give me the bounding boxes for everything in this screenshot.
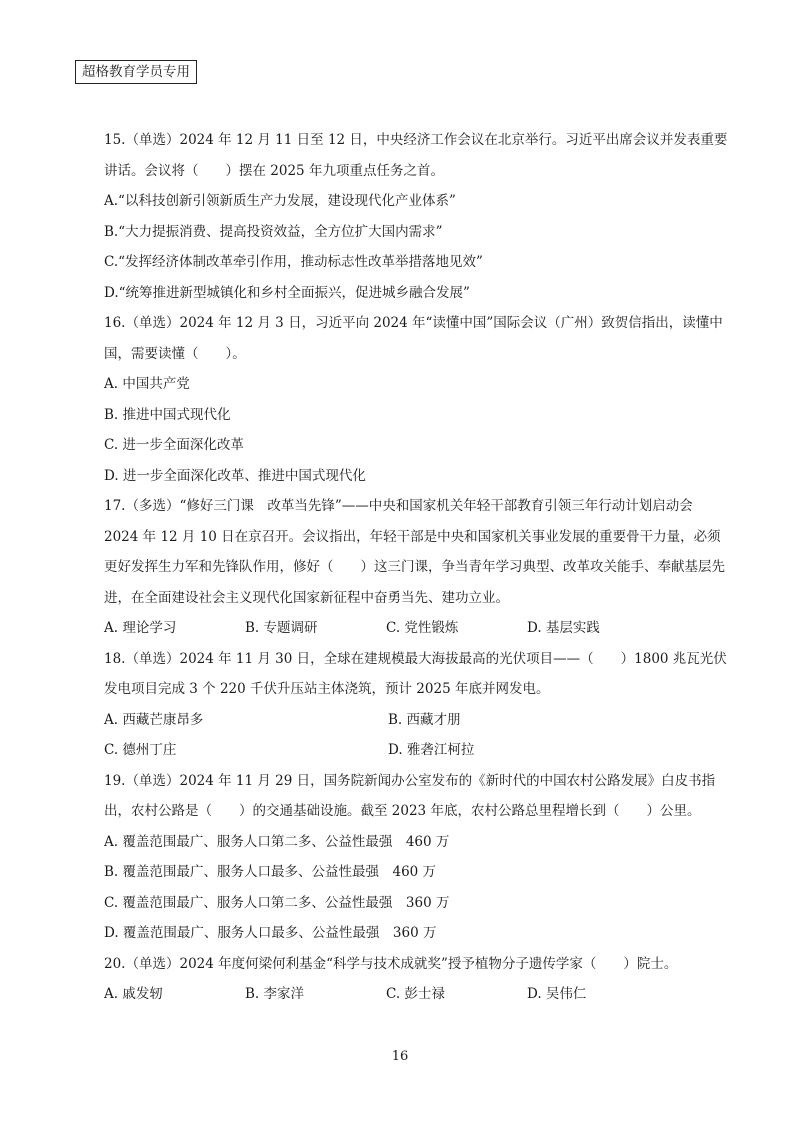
question-number: 19.（单选）	[104, 772, 180, 789]
options-row	[104, 705, 729, 736]
question-19	[104, 766, 729, 949]
option-d: D. 覆盖范围最广、服务人口最多、公益性最强 360 万	[104, 925, 437, 941]
question-17	[104, 491, 729, 644]
options-row	[104, 735, 729, 766]
option-a: A. 戚发轫	[104, 986, 163, 1002]
question-stem: 2024 年 12 月 11 日至 12 日，中央经济工作会议在北京举行。习近平出席会议并发表重要讲话。会议将（ ）摆在 2025 年九项重点任务之首。	[104, 132, 728, 179]
option-b: B. 覆盖范围最广、服务人口最多、公益性最强 460 万	[104, 864, 437, 880]
option-a: A. 中国共产党	[104, 376, 190, 392]
option-c: C. 进一步全面深化改革	[104, 437, 244, 453]
option-c: C.“发挥经济体制改革牵引作用，推动标志性改革举措落地见效”	[104, 254, 483, 270]
option-d: D. 吴伟仁	[527, 986, 587, 1002]
question-stem: 2024 年度何梁何利基金“科学与技术成就奖”授予植物分子遗传学家（ ）院士。	[179, 955, 678, 972]
option-b: B. 推进中国式现代化	[104, 406, 231, 423]
option-c: C. 党性锻炼	[386, 620, 459, 636]
option-c: C. 彭士禄	[386, 986, 445, 1002]
option-a: A. 覆盖范围最广、服务人口第二多、公益性最强 460 万	[104, 833, 450, 850]
page-number: 16	[391, 1049, 409, 1064]
option-d: D. 进一步全面深化改革、推进中国式现代化	[104, 467, 366, 484]
option-b: B. 李家洋	[245, 986, 305, 1002]
options-row	[104, 613, 729, 644]
question-stem: 2024 年 11 月 29 日，国务院新闻办公室发布的《新时代的中国农村公路发展》白皮书指出，农村公路是（ ）的交通基础设施。截至 2023 年底，农村公路总里程增长到（ ）公里。	[104, 772, 716, 819]
question-number: 20.（单选）	[104, 955, 180, 972]
question-number: 18.（单选）	[104, 650, 180, 667]
option-a: A. 理论学习	[104, 620, 177, 636]
option-c: C. 德州丁庄	[104, 742, 177, 758]
question-18	[104, 644, 729, 766]
option-b: B. 西藏才朋	[388, 711, 461, 728]
question-list	[104, 125, 729, 1010]
question-20	[104, 949, 729, 1010]
question-16	[104, 308, 729, 491]
question-number: 15.（单选）	[104, 132, 180, 148]
option-c: C. 覆盖范围最广、服务人口第二多、公益性最强 360 万	[104, 894, 450, 911]
options-row	[104, 979, 729, 1010]
option-b: B.“大力提振消费、提高投资效益，全方位扩大国内需求”	[104, 223, 443, 240]
option-a: A. 西藏芒康昂多	[104, 711, 204, 728]
option-d: D.“统筹推进新型城镇化和乡村全面振兴，促进城乡融合发展”	[104, 284, 470, 301]
question-stem: “修好三门课 改革当先锋”——中央和国家机关年轻干部教育引领三年行动计划启动会 2024 年 12 月 10 日在京召开。会议指出，年轻干部是中央和国家机关事业发展的重要骨干力量，必须更好发挥生力军和先锋队作用，修好（ ）这三门课，争当青年学习典型、改革攻关能手、奉献基层先进，在全面建设社会主义现代化国家新征程中奋勇当先、建功立业。	[104, 498, 725, 606]
option-d: D. 基层实践	[527, 620, 600, 636]
option-b: B. 专题调研	[245, 620, 318, 636]
question-number: 17.（多选）	[104, 498, 180, 514]
header-label: 超格教育学员专用	[75, 60, 197, 84]
option-d: D. 雅砻江柯拉	[388, 742, 475, 758]
option-a: A.“以科技创新引领新质生产力发展，建设现代化产业体系”	[104, 193, 456, 209]
question-stem: 2024 年 11 月 30 日，全球在建规模最大海拔最高的光伏项目——（ ）1800 兆瓦光伏发电项目完成 3 个 220 千伏升压站主体浇筑，预计 2025 年底并网发电。	[104, 650, 727, 697]
question-stem: 2024 年 12 月 3 日，习近平向 2024 年“读懂中国”国际会议（广州）致贺信指出，读懂中国，需要读懂（ ）。	[104, 315, 723, 362]
question-number: 16.（单选）	[104, 315, 180, 331]
question-15	[104, 125, 729, 308]
